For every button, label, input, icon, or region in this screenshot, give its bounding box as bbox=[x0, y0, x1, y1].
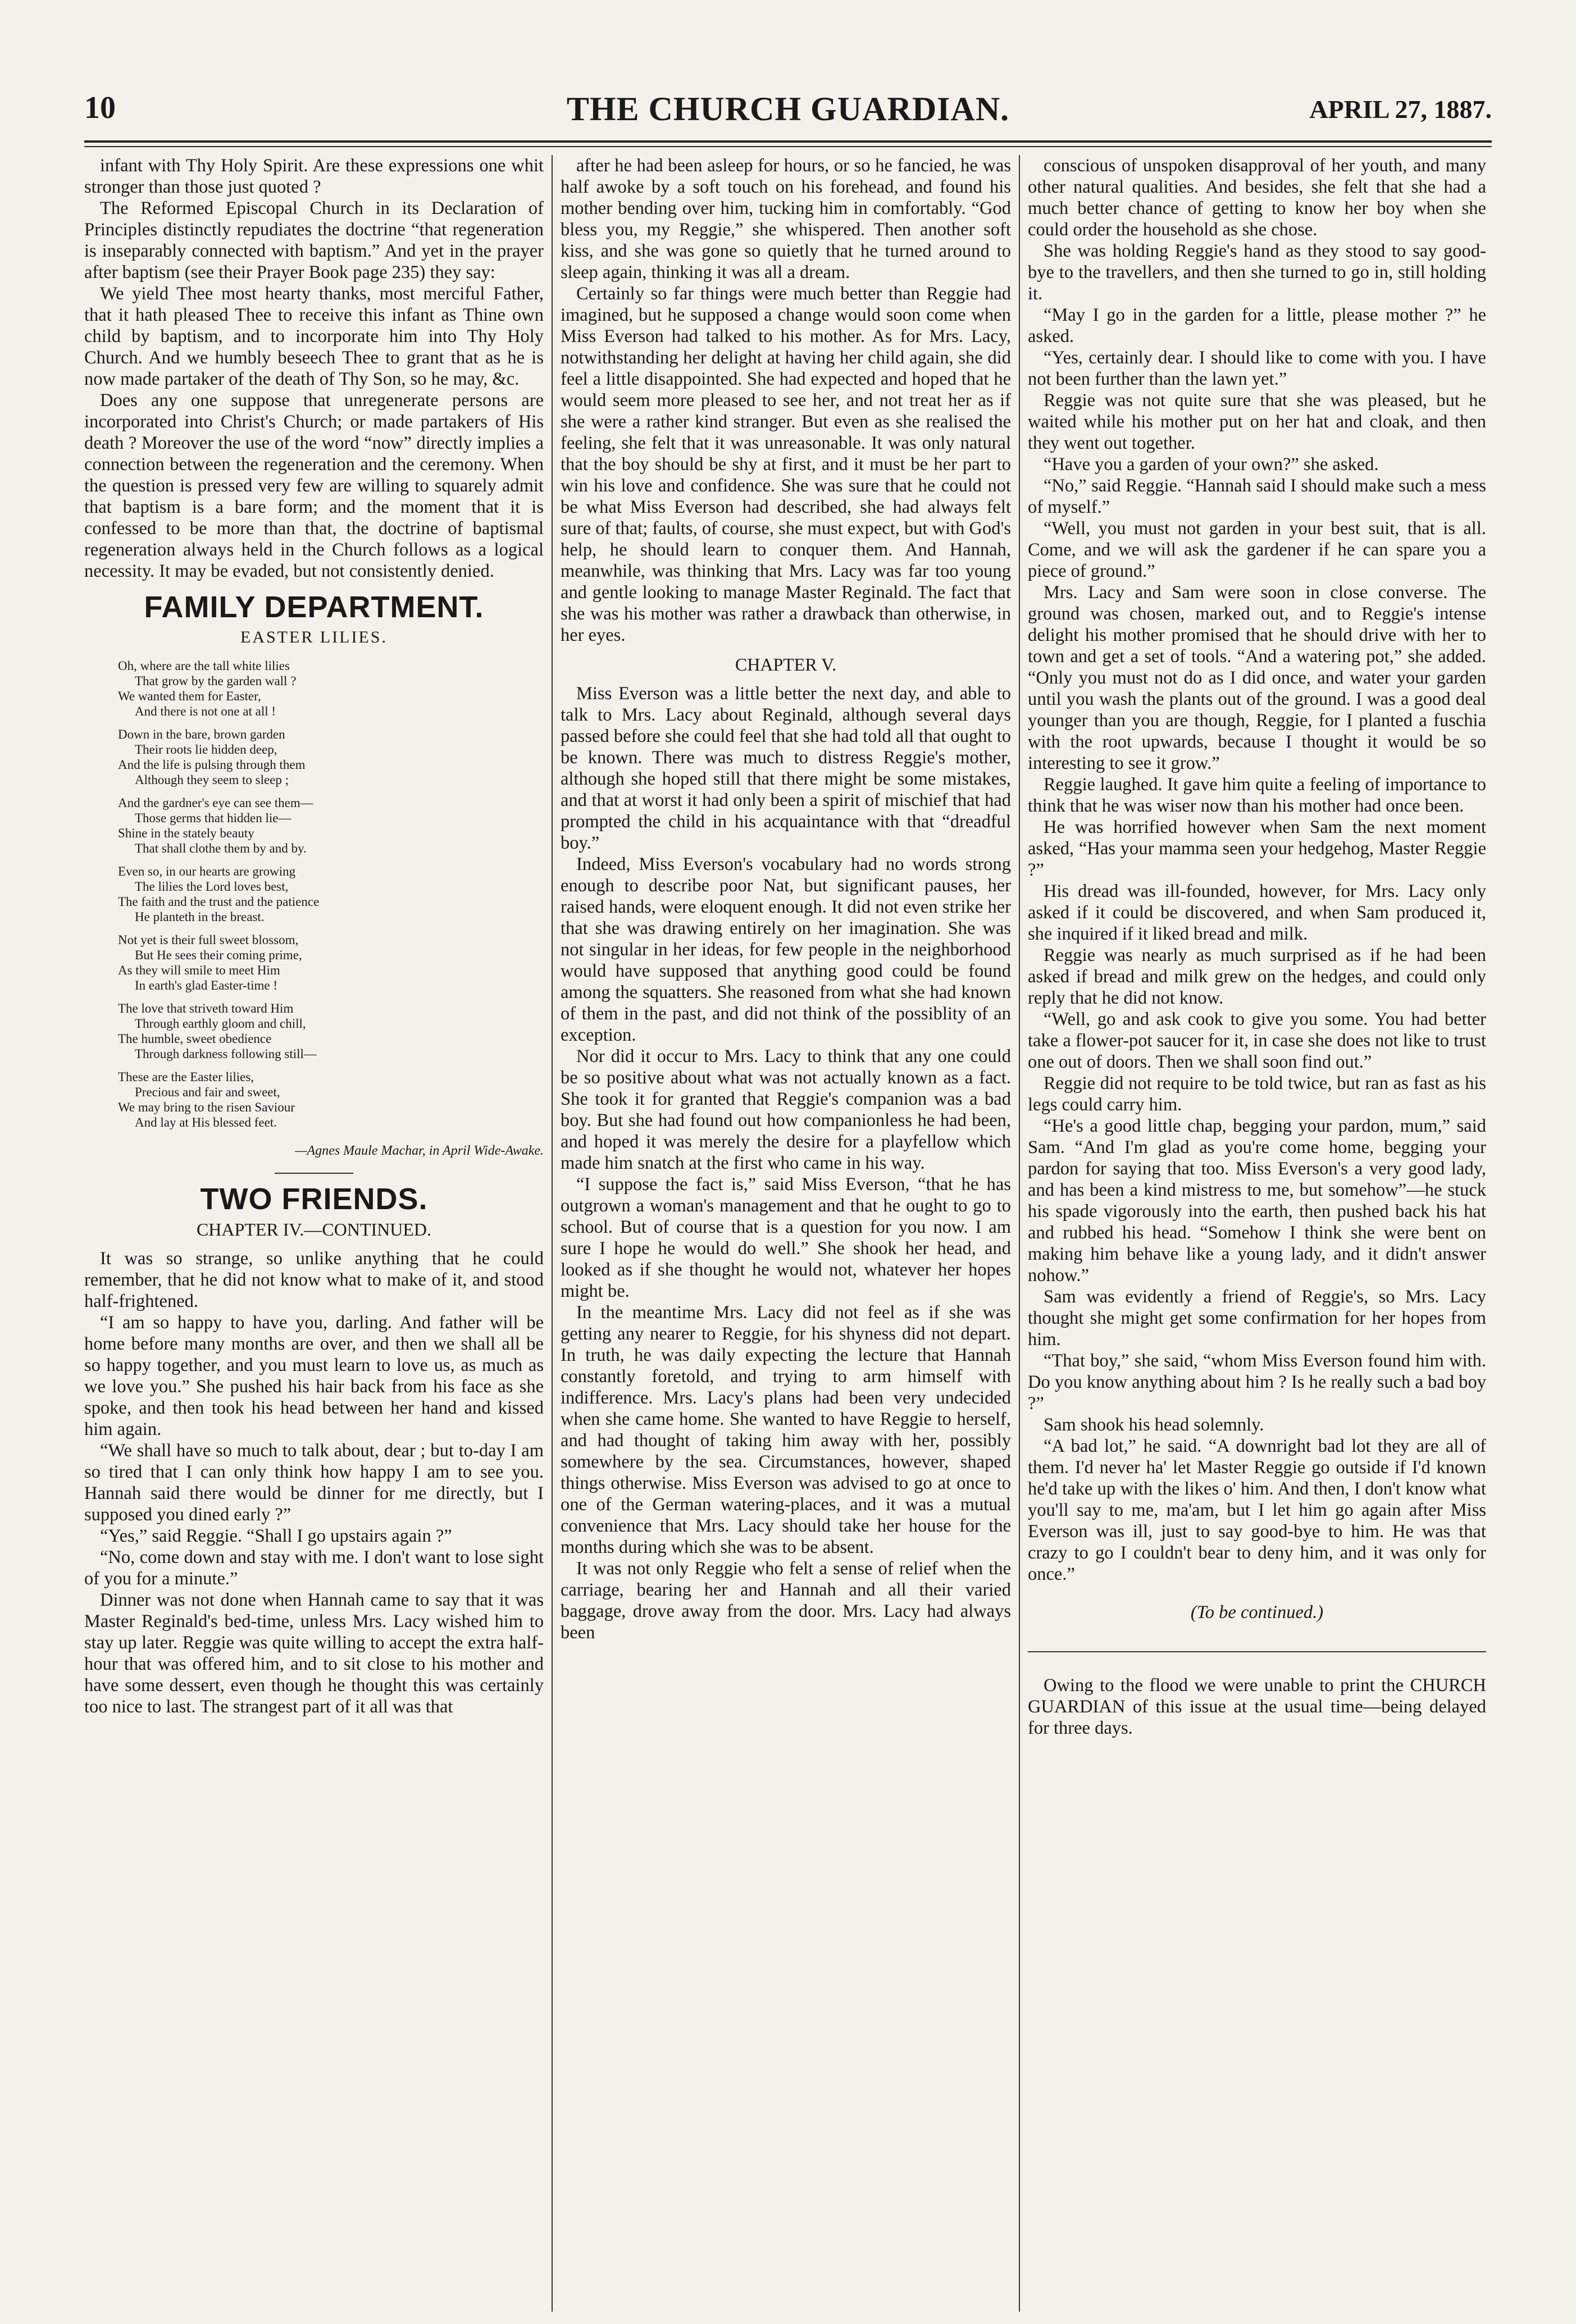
poem-line: These are the Easter lilies, bbox=[118, 1070, 254, 1084]
paragraph: Indeed, Miss Everson's vocabulary had no words strong enough to describe poor Nat, but significant pauses, her raised hands, were eloquent enough. It did not even strike her that she was drawing entirely on her imagination. She was not singular in her ideas, for few people in the neighborhood would have supposed that anything good could be found among the squatters. She reasoned from what she had known of them in the past, and did not think of the possiblity of an exception. bbox=[561, 854, 1011, 1045]
paragraph: infant with Thy Holy Spirit. Are these expressions one whit stronger than those just quoted ? bbox=[84, 156, 544, 197]
paragraph: “That boy,” she said, “whom Miss Everson found him with. Do you know anything about him ? Is he really such a bad boy ?” bbox=[1028, 1351, 1486, 1414]
poem-stanza bbox=[84, 795, 544, 856]
header-rule bbox=[84, 140, 1492, 147]
poem-line: That shall clothe them by and by. bbox=[135, 841, 307, 855]
paragraph: Reggie was nearly as much surprised as if he had been asked if bread and milk grew on the hedges, and could only reply that he did not know. bbox=[1028, 945, 1486, 1008]
poem-line: Precious and fair and sweet, bbox=[135, 1085, 280, 1099]
paragraph: In the meantime Mrs. Lacy did not feel as if she was getting any nearer to Reggie, for his shyness did not depart. In truth, he was daily expecting the lecture that Hannah constantly foretold, and trying to arm himself with indifference. Mrs. Lacy's plans had been very undecided when she came home. She wanted to have Reggie to herself, and had thought of taking him away with her, possibly somewhere by the sea. Circumstances, however, shaped things otherwise. Miss Everson was advised to go at once to one of the German watering-places, and it was a mutual convenience that Mrs. Lacy should take her house for the months during which she was to be absent. bbox=[561, 1302, 1011, 1557]
poem-line: Through darkness following still— bbox=[135, 1047, 317, 1061]
poem-line: Those germs that hidden lie— bbox=[135, 811, 291, 825]
poem-line: As they will smile to meet Him bbox=[118, 963, 280, 977]
paragraph: Miss Everson was a little better the next day, and able to talk to Mrs. Lacy about Reginald, although several days passed before she could feel that she had told all that ought to be known. There was much to distress Reggie's mother, although she hoped still that there might be some mistakes, and that at worst it had only been a spirit of mischief that had prompted the child in his acquaintance with that “dreadful boy.” bbox=[561, 683, 1011, 853]
article-baptism bbox=[84, 155, 544, 582]
poem-line: Although they seem to sleep ; bbox=[135, 773, 289, 787]
story-text-col1 bbox=[84, 1248, 544, 1717]
paragraph: “No, come down and stay with me. I don't want to lose sight of you for a minute.” bbox=[84, 1547, 544, 1589]
paragraph: Certainly so far things were much better than Reggie had imagined, but he supposed a change would soon come when Miss Everson had talked to his mother. As for Mrs. Lacy, notwithstanding her delight at having her child again, she did feel a little disappointed. She had expected and hoped that he would seem more pleased to see her, and not treat her as if she were a rather kind stranger. But even as she realised the feeling, she felt that it was unreasonable. It was only natural that the boy should be shy at first, and it must be her part to win his love and confidence. She was sure that he could not be what Miss Everson had described, she had always felt sure of that; faults, of course, she must expect, but with God's help, he should learn to conquer them. And Hannah, meanwhile, was thinking that Mrs. Lacy was far too young and gentle looking to manage Master Reginald. The fact that she was his mother was rather a drawback than otherwise, in her eyes. bbox=[561, 284, 1011, 645]
paragraph: “Have you a garden of your own?” she asked. bbox=[1044, 454, 1379, 475]
column-2 bbox=[552, 155, 1019, 2312]
family-department-heading: FAMILY DEPARTMENT. bbox=[144, 590, 484, 624]
poem-line: In earth's glad Easter-time ! bbox=[135, 978, 278, 992]
paragraph: “Yes, certainly dear. I should like to come with you. I have not been further than the lawn yet.” bbox=[1028, 348, 1486, 389]
poem-line: Shine in the stately beauty bbox=[118, 826, 254, 840]
poem-line: The love that striveth toward Him bbox=[118, 1001, 294, 1015]
paragraph: Does any one suppose that unregenerate persons are incorporated into Christ's Church; or made partakers of His death ? Moreover the use of the word “now” directly implies a connection between the regeneration and the ceremony. When the question is pressed very few are willing to squarely admit that baptism is a bare form; and the moment that it is confessed to be more than that, the doctrine of baptismal regeneration always held in the Church follows as a logical necessity. It may be evaded, but not consistently denied. bbox=[84, 390, 544, 581]
story-text-col3 bbox=[1028, 155, 1486, 1585]
poem-line: The humble, sweet obedience bbox=[118, 1032, 272, 1046]
paragraph: Sam shook his head solemnly. bbox=[1044, 1415, 1264, 1435]
masthead-title: THE CHURCH GUARDIAN. bbox=[566, 90, 1010, 127]
poem-stanza bbox=[84, 727, 544, 787]
poem-line: And there is not one at all ! bbox=[135, 704, 276, 718]
story-text-col2b bbox=[561, 683, 1011, 1643]
divider bbox=[275, 1173, 353, 1174]
poem-stanza bbox=[84, 658, 544, 719]
two-friends-heading: TWO FRIENDS. bbox=[200, 1182, 428, 1216]
paragraph: “No,” said Reggie. “Hannah said I should make such a mess of myself.” bbox=[1028, 476, 1486, 517]
poem-line: Not yet is their full sweet blossom, bbox=[118, 933, 299, 947]
poem-title: EASTER LILIES. bbox=[240, 628, 388, 646]
paragraph: “He's a good little chap, begging your pardon, mum,” said Sam. “And I'm glad as you're come home, begging your pardon for saying that too. Miss Everson's a very good lady, and has been a kind mistress to me, but somehow”—he stuck his spade vigorously into the earth, then pushed back his hat and rubbed his head. “Somehow I think she were bent on making him behave like a young lady, and it didn't answer nohow.” bbox=[1028, 1116, 1486, 1286]
page-number: 10 bbox=[84, 90, 116, 125]
to-be-continued: (To be continued.) bbox=[1190, 1602, 1324, 1623]
paragraph: conscious of unspoken disapproval of her youth, and many other natural qualities. And besides, she felt that she had a much better chance of getting to know her boy when she could order the household as she chose. bbox=[1028, 156, 1486, 240]
paragraph: She was holding Reggie's hand as they stood to say good-bye to the travellers, and then she turned to go in, still holding it. bbox=[1028, 241, 1486, 304]
poem-line: We wanted them for Easter, bbox=[118, 689, 261, 703]
chapter-v-heading: CHAPTER V. bbox=[735, 654, 837, 675]
poem-line: That grow by the garden wall ? bbox=[135, 674, 297, 688]
paragraph: His dread was ill-founded, however, for Mrs. Lacy only asked if it could be discovered, and when Sam produced it, she inquired if it liked bread and milk. bbox=[1028, 881, 1486, 944]
flood-notice-box bbox=[1028, 1651, 1486, 1739]
issue-date: APRIL 27, 1887. bbox=[1309, 95, 1492, 124]
paragraph: The Reformed Episcopal Church in its Declaration of Principles distinctly repudiates the doctrine “that regeneration is inseparably connected with baptism.” And yet in the prayer after baptism (see their Prayer Book page 235) they say: bbox=[84, 198, 544, 282]
paragraph: Reggie did not require to be told twice, but ran as fast as his legs could carry him. bbox=[1028, 1073, 1486, 1115]
paragraph: “I suppose the fact is,” said Miss Everson, “that he has outgrown a woman's management and that he ought to go to school. But of course that is a question for you now. I am sure I hope he would do well.” She shook her head, and looked as if she thought he would not, whatever her hopes might be. bbox=[561, 1174, 1011, 1301]
paragraph: “Well, go and ask cook to give you some. You had better take a flower-pot saucer for it, in case she does not like to trust one out of doors. Then we shall soon find out.” bbox=[1028, 1009, 1486, 1072]
column-1 bbox=[84, 155, 552, 2312]
paragraph: We yield Thee most hearty thanks, most merciful Father, that it hath pleased Thee to receive this infant as Thine own child by baptism, and to incorporate him into Thy Holy Church. And we humbly beseech Thee to grant that as he is now made partaker of the death of Thy Son, so he may, &c. bbox=[84, 284, 544, 389]
chapter-iv-heading: CHAPTER IV.—CONTINUED. bbox=[196, 1219, 432, 1240]
poem-stanza bbox=[84, 1001, 544, 1061]
column-3 bbox=[1019, 155, 1486, 2312]
paragraph: Mrs. Lacy and Sam were soon in close converse. The ground was chosen, marked out, and to Reggie's intense delight his mother promised that he should drive with her to town and get a set of tools. “And a watering pot,” she added. “Only you must not do as I did once, and water your garden until you wash the plants out of the ground. I was a good deal younger than you are though, Reggie, for I planted a fuschia with the root upwards, because I thought it would be so interesting to see it grow.” bbox=[1028, 582, 1486, 773]
paragraph: Dinner was not done when Hannah came to say that it was Master Reginald's bed-time, unless Mrs. Lacy wished him to stay up later. Reggie was quite willing to accept the extra half-hour that was offered him, and to sit close to his mother and have some dessert, even though he thought this was certainly too nice to last. The strangest part of it all was that bbox=[84, 1590, 544, 1717]
paragraph: “May I go in the garden for a little, please mother ?” he asked. bbox=[1028, 305, 1486, 347]
poem-line: The lilies the Lord loves best, bbox=[135, 880, 289, 894]
columns bbox=[84, 155, 1492, 2312]
paragraph: after he had been asleep for hours, or so he fancied, he was half awoke by a soft touch on his forehead, and found his mother bending over him, tucking him in comfortably. “God bless you, my Reggie,” she whispered. Then another soft kiss, and she was gone so quietly that he turned around to sleep again, thinking it was all a dream. bbox=[561, 156, 1011, 282]
story-text-col2a bbox=[561, 155, 1011, 646]
paragraph: Reggie laughed. It gave him quite a feeling of importance to think that he was wiser now than his mother had once been. bbox=[1028, 774, 1486, 816]
poem-stanza bbox=[84, 1069, 544, 1130]
paragraph: Sam was evidently a friend of Reggie's, so Mrs. Lacy thought she might get some confirmation for her hopes from him. bbox=[1028, 1287, 1486, 1350]
poem-line: Even so, in our hearts are growing bbox=[118, 864, 296, 878]
poem-stanza bbox=[84, 864, 544, 924]
paragraph: “We shall have so much to talk about, dear ; but to-day I am so tired that I can only think how happy I am to see you. Hannah said there would be dinner for me directly, but I supposed you dined early ?” bbox=[84, 1441, 544, 1525]
poem-line: Oh, where are the tall white lilies bbox=[118, 659, 290, 673]
poem-stanza bbox=[84, 932, 544, 993]
poem-line: And the gardner's eye can see them— bbox=[118, 796, 313, 810]
paragraph: It was so strange, so unlike anything that he could remember, that he did not know what to make of it, and stood half-frightened. bbox=[84, 1248, 544, 1311]
poem-easter-lilies bbox=[84, 658, 544, 1130]
flood-notice: Owing to the flood we were unable to print the CHURCH GUARDIAN of this issue at the usual time—being delayed for three days. bbox=[1028, 1675, 1486, 1738]
poem-line: He planteth in the breast. bbox=[135, 910, 265, 924]
poem-line: The faith and the trust and the patience bbox=[118, 895, 320, 909]
paragraph: Nor did it occur to Mrs. Lacy to think that any one could be so positive about what was not actually known as a fact. She took it for granted that Reggie's companion was a bad boy. But she had found out how companionless he had been, and hoped it was merely the desire for a playfellow which made him snatch at the first who came in his way. bbox=[561, 1046, 1011, 1173]
paragraph: “Yes,” said Reggie. “Shall I go upstairs again ?” bbox=[100, 1526, 452, 1546]
paragraph: Reggie was not quite sure that she was pleased, but he waited while his mother put on her hat and cloak, and then they went out together. bbox=[1028, 390, 1486, 453]
paragraph: He was horrified however when Sam the next moment asked, “Has your mamma seen your hedgehog, Master Reggie ?” bbox=[1028, 817, 1486, 880]
poem-line: Their roots lie hidden deep, bbox=[135, 742, 277, 757]
poem-line: Through earthly gloom and chill, bbox=[135, 1017, 306, 1031]
paragraph: “I am so happy to have you, darling. And father will be home before many months are over, and then we shall all be so happy together, and you must learn to love us, as much as we love you.” She pushed his hair back from his face as she spoke, and then took his head between her hand and kissed him again. bbox=[84, 1313, 544, 1439]
poem-line: Down in the bare, brown garden bbox=[118, 727, 285, 741]
poem-line: But He sees their coming prime, bbox=[135, 948, 302, 962]
poem-line: And the life is pulsing through them bbox=[118, 758, 306, 772]
paragraph: “A bad lot,” he said. “A downright bad lot they are all of them. I'd never ha' let Master Reggie go outside if I'd known he'd take up with the likes o' him. And then, I don't know what you'll say to me, ma'am, but I let him go again after Miss Everson was ill, just to say good-bye to him. He was that crazy to go I couldn't bear to deny him, and it was only for once.” bbox=[1028, 1436, 1486, 1584]
poem-attribution: —Agnes Maule Machar, in April Wide-Awake. bbox=[295, 1143, 544, 1158]
paragraph: “Well, you must not garden in your best suit, that is all. Come, and we will ask the gardener if he can spare you a piece of ground.” bbox=[1028, 518, 1486, 581]
paragraph: It was not only Reggie who felt a sense of relief when the carriage, bearing her and Hannah and all their varied baggage, drove away from the door. Mrs. Lacy had always been bbox=[561, 1559, 1011, 1643]
page-header bbox=[84, 90, 1492, 140]
poem-line: And lay at His blessed feet. bbox=[135, 1115, 277, 1129]
poem-line: We may bring to the risen Saviour bbox=[118, 1100, 295, 1114]
